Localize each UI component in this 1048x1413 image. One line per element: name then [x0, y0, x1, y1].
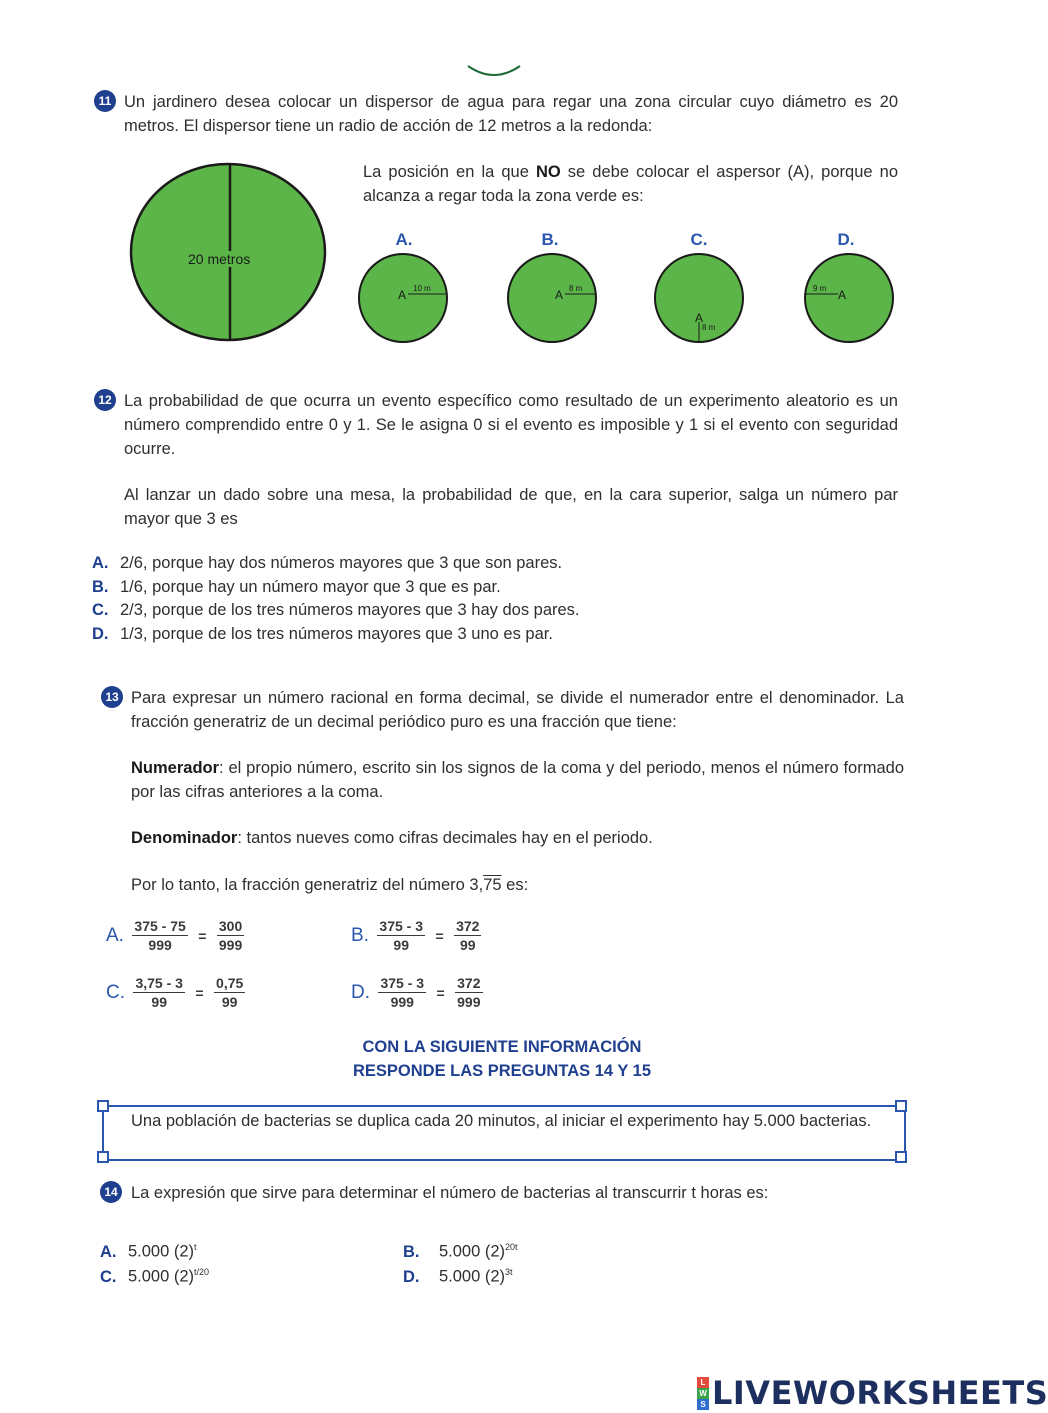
info-heading: CON LA SIGUIENTE INFORMACIÓN RESPONDE LAS PREGUNTAS 14 Y 15 [352, 1038, 651, 1080]
q11-d-measure: 9 m [813, 284, 827, 293]
big-circle-label: 20 metros [184, 251, 254, 267]
q11-option-b-letter[interactable]: B. [541, 230, 559, 249]
q13-denominador: Denominador: tantos nueves como cifras decimales hay en el periodo. [131, 829, 653, 847]
top-arc-decoration [464, 62, 524, 80]
q11-text: Un jardinero desea colocar un dispersor de agua para regar una zona circular cuyo diámetro es 20 metros. El dispersor tiene un radio de acción de 12 metros a la redonda: [124, 93, 898, 135]
q11-option-c-circle[interactable] [652, 252, 746, 344]
q11-option-c-letter[interactable]: C. [690, 230, 708, 249]
q14-text: La expresión que sirve para determinar el número de bacterias al transcurrir t horas es: [131, 1184, 769, 1202]
question-number-13: 13 [101, 686, 123, 708]
q12-options [92, 552, 692, 646]
q14-option-a[interactable]: A. 5.000 $(2)^t$ [100, 1242, 197, 1261]
question-number-11: 11 [94, 90, 116, 112]
question-number-14: 14 [100, 1181, 122, 1203]
q11-c-point: A [695, 311, 704, 325]
q11-option-b-circle[interactable] [505, 252, 599, 344]
q11-c-measure: 8 m [702, 323, 716, 332]
q14-option-c[interactable]: C. 5.000 $(2)^{t/20}$ [100, 1267, 210, 1286]
q12-option-c[interactable]: C. 2/3, porque de los tres números mayores que 3 hay dos pares. [92, 601, 580, 619]
info-box-corner-bl [97, 1151, 109, 1163]
logo-text: LIVEWORKSHEETS [712, 1374, 1048, 1412]
question-number-12: 12 [94, 389, 116, 411]
q12-option-d[interactable]: D. 1/3, porque de los tres números mayores que 3 uno es par. [92, 624, 553, 643]
q13-option-a[interactable]: A. $\frac{375 - 75}{999}$ = $\frac{300}{999}$ [106, 918, 243, 953]
q13-text: Para expresar un número racional en forma decimal, se divide el numerador entre el denominador. La fracción generatriz de un decimal periódico puro es una fracción que tiene: [131, 689, 904, 731]
q11-option-d-circle[interactable] [802, 252, 896, 344]
q11-a-measure: 10 m [413, 284, 431, 293]
q11-b-point: A [555, 288, 564, 302]
q11-option-d-letter[interactable]: D. [837, 230, 855, 249]
info-box-text: Una población de bacterias se duplica cada 20 minutos, al iniciar el experimento hay 5.000 bacterias. [131, 1112, 872, 1130]
q13-numerador: Numerador: el propio número, escrito sin los signos de la coma y del periodo, menos el número formado por las cifras anteriores a la coma. [131, 759, 904, 801]
q12-option-b[interactable]: B. 1/6, porque hay un número mayor que 3 que es par. [92, 577, 501, 596]
info-box-corner-tr [895, 1100, 907, 1112]
q13-option-d[interactable]: D. $\frac{375 - 3}{999}$ = $\frac{372}{999}$ [351, 975, 481, 1010]
q12-text: La probabilidad de que ocurra un evento específico como resultado de un experimento aleatorio es un número comprendido entre 0 y 1. Se le asigna 0 si el evento es imposible y 1 si el evento con seguridad ocurre. [124, 392, 898, 458]
info-box-corner-tl [97, 1100, 109, 1112]
q12-option-a[interactable]: A. 2/6, porque hay dos números mayores que 3 que son pares. [92, 554, 563, 572]
liveworksheets-logo[interactable] [697, 1374, 1048, 1412]
q14-option-b[interactable]: B. 5.000 $(2)^{20t}$ [403, 1242, 518, 1261]
q11-option-a-letter[interactable]: A. [395, 230, 413, 249]
q13-option-c[interactable]: C. $\frac{3,75 - 3}{99}$ = $\frac{0,75}{99}$ [106, 975, 244, 1010]
q12-question: Al lanzar un dado sobre una mesa, la probabilidad de que, en la cara superior, salga un número par mayor que 3 es [124, 486, 898, 528]
q13-option-b[interactable]: B. $\frac{375 - 3}{99}$ = $\frac{372}{99}$ [351, 918, 480, 953]
q11-prompt: La posición en la que NO se debe colocar el aspersor (A), porque no alcanza a regar toda la zona verde es: [363, 163, 898, 205]
q11-a-point: A [398, 288, 407, 302]
info-box-corner-br [895, 1151, 907, 1163]
q14-option-d[interactable]: D. 5.000 $(2)^{3t}$ [403, 1267, 513, 1286]
q11-b-measure: 8 m [569, 284, 583, 293]
q11-d-point: A [838, 288, 847, 302]
logo-mark-icon: L W S [697, 1377, 709, 1410]
q13-por-lo-tanto: Por lo tanto, la fracción generatriz del número 3,75 es: [131, 876, 529, 894]
